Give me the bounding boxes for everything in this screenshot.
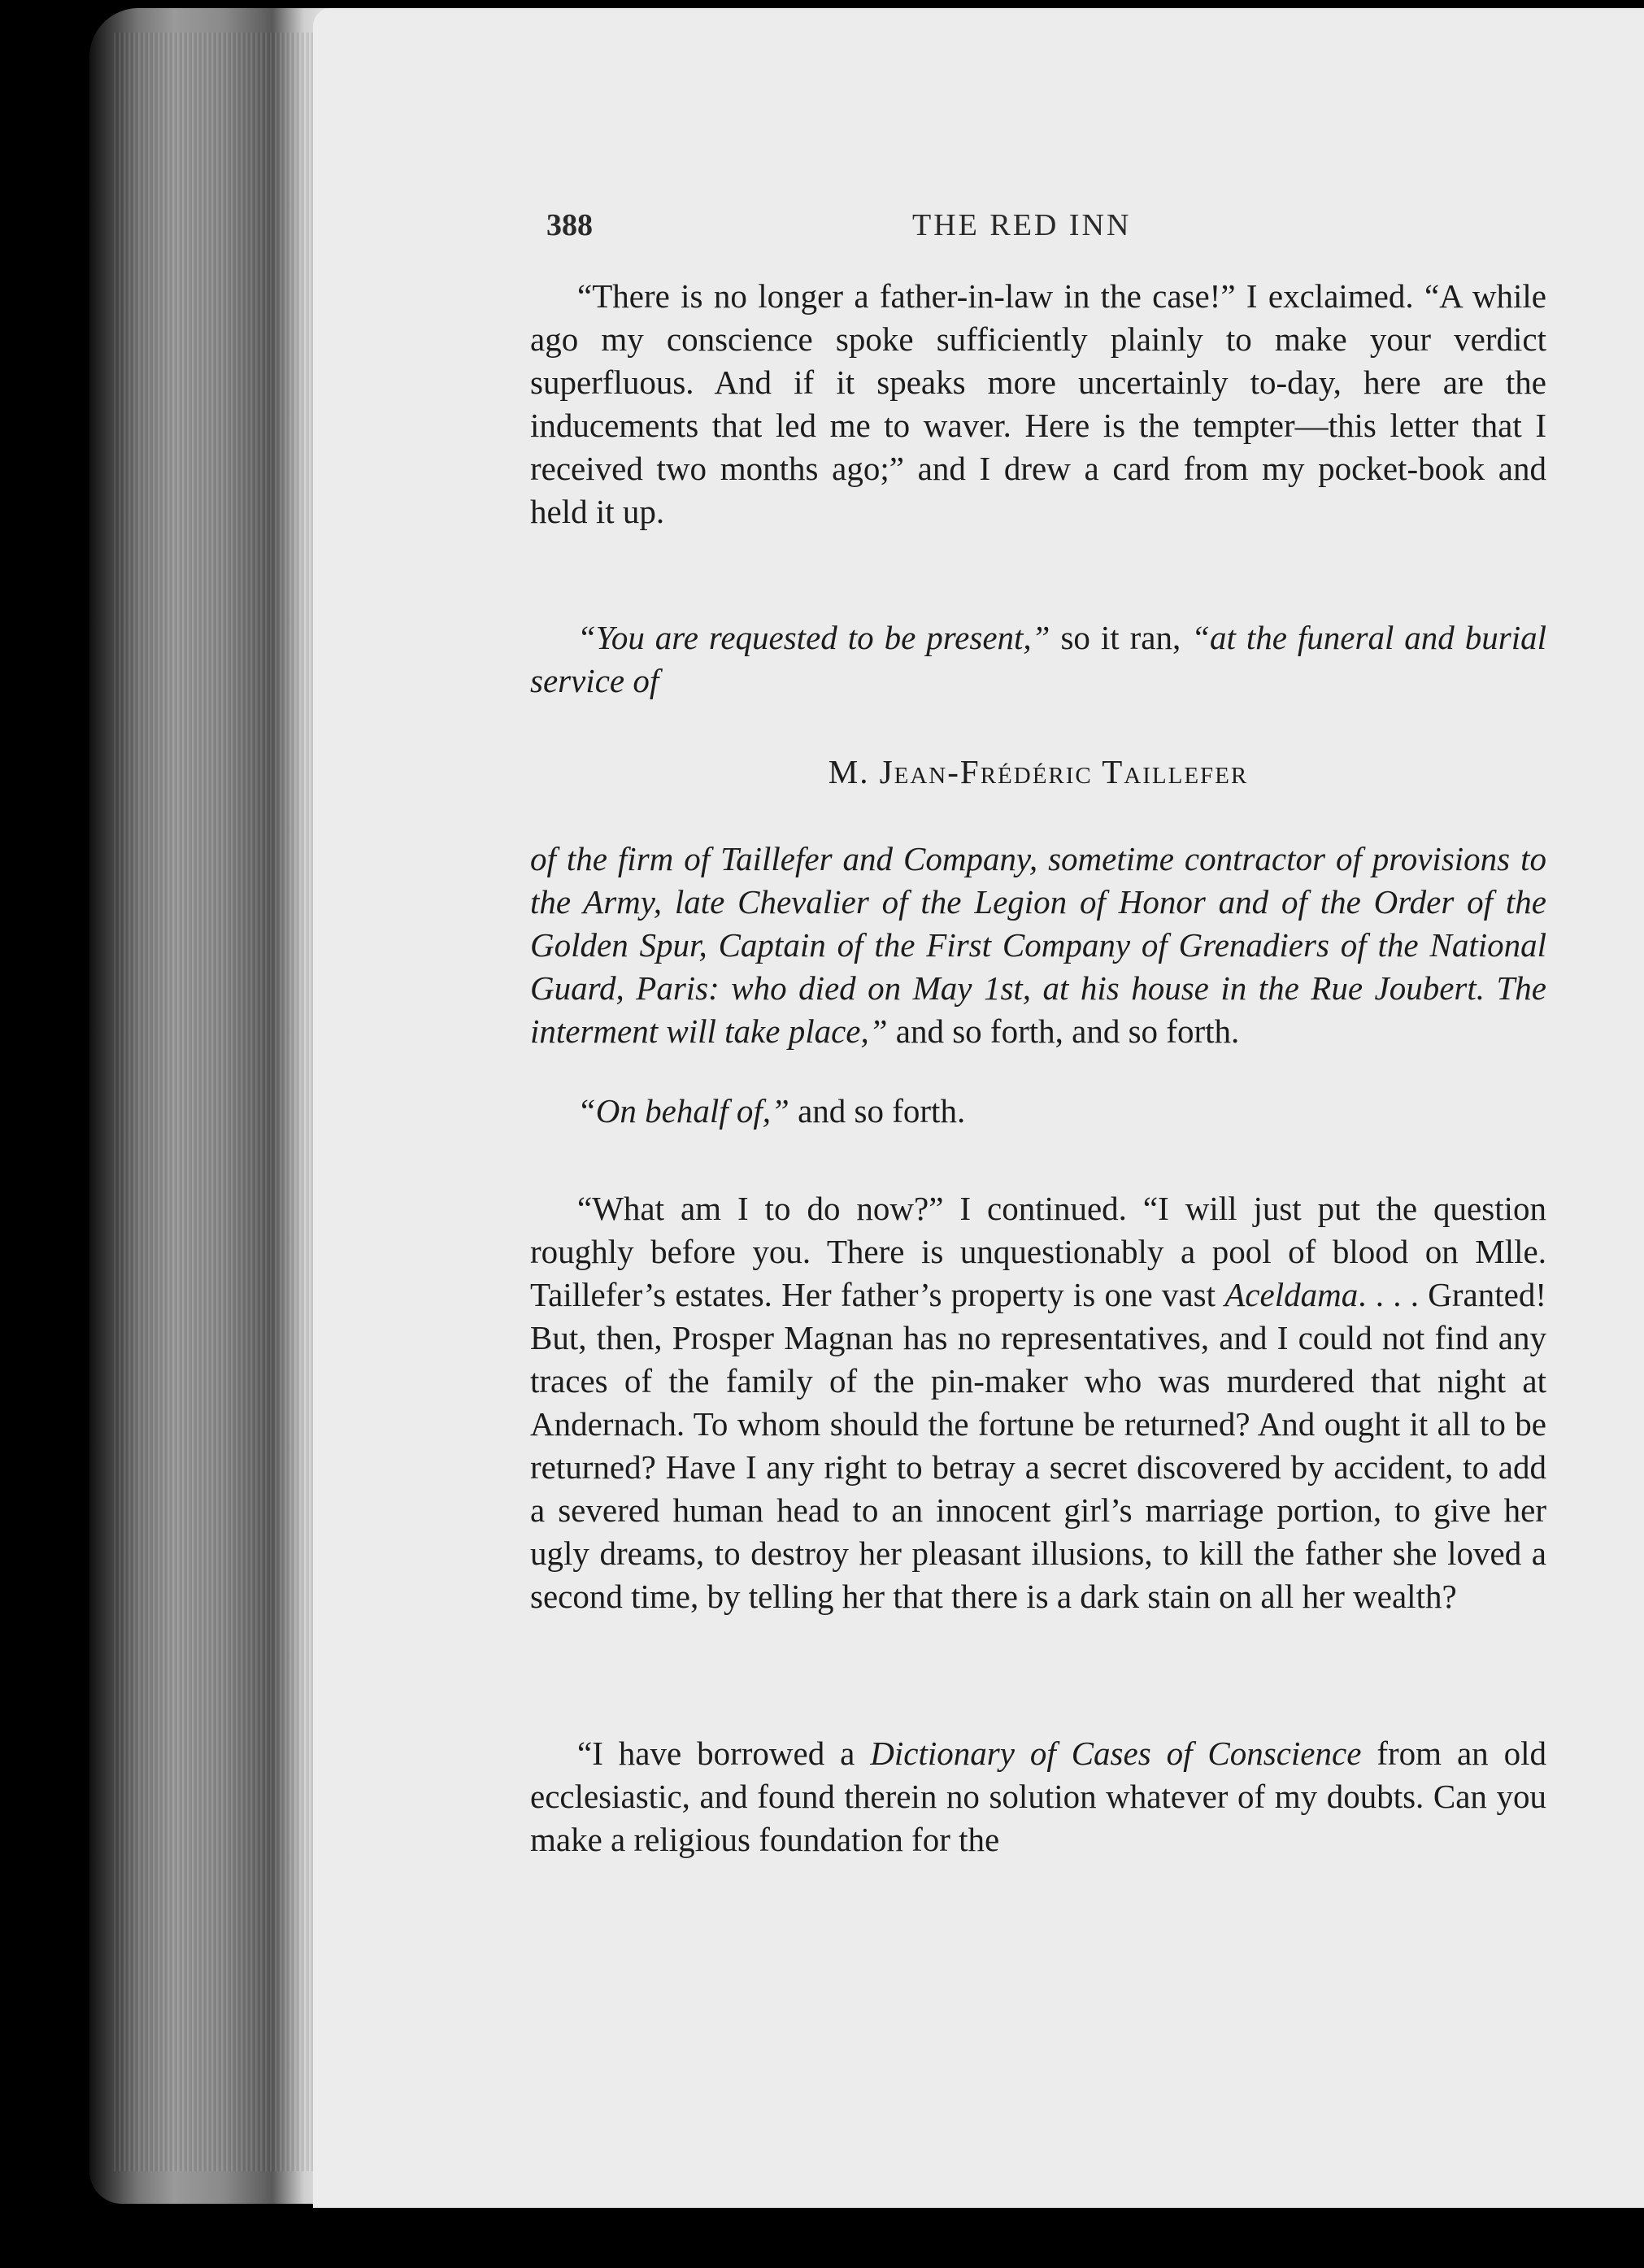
page-number: 388: [546, 208, 593, 242]
paragraph-2-rest: . . . . Granted! But, then, Prosper Magnan has no representatives, and I could not find any traces of the family of the pin-maker who was murdered that night at Andernach. To whom should the fortune be returned? And ought it all to be returned? Have I any right to betray a secret discovered by accident, to add a severed human head to an innocent girl’s marriage portion, to give her ugly dreams, to destroy her pleasant illusions, to kill the father she loved a second time, by telling her that there is a dark stain on all her wealth?: [530, 1276, 1546, 1615]
invitation-tail: and so forth, and so forth.: [887, 1012, 1240, 1050]
page-edge-texture: [114, 33, 317, 2171]
invitation-intro: [530, 616, 1546, 703]
paragraph-3-start: “I have borrowed a: [577, 1735, 871, 1772]
paragraph-3: [530, 1732, 1546, 1861]
paragraph-1: “There is no longer a father-in-law in the case!” I exclaimed. “A while ago my conscience spoke sufficiently plainly to make your verdict superfluous. And if it speaks more uncertainly to-day, here are the inducements that led me to waver. Here is the tempter—this letter that I received two months ago;” and I drew a card from my pocket-book and held it up.: [530, 277, 1546, 530]
deceased-name: M. Jean-Frédéric Taillefer: [828, 753, 1249, 790]
invitation-details: of the firm of Taillefer and Company, sometime contractor of provisions to the Army, late Chevalier of the Legion of Honor and of the Order of the Golden Spur, Captain of the First Company of Grenadiers of the National Guard, Paris: who died on May 1st, at his house in the Rue Joubert. The interment will take place,”: [530, 840, 1546, 1050]
invitation-so-it-ran: so it ran,: [1050, 619, 1192, 656]
on-behalf-tail: and so forth.: [789, 1092, 966, 1130]
invitation-continue: “at the funeral and burial service of: [530, 619, 1546, 699]
paragraph-3-rest: from an old ecclesiastic, and found therein no solution whatever of my doubts. Can you make a religious foundation for the: [530, 1735, 1546, 1858]
on-behalf-line: [530, 1090, 1546, 1133]
running-title: THE RED INN: [912, 208, 1132, 242]
on-behalf-italic: “On behalf of,”: [577, 1092, 789, 1130]
paragraph-2-start: “What am I to do now?” I continued. “I will just put the question roughly before you. There is unquestionably a pool of blood on Mlle. Taillefer’s estates. Her father’s property is one vast: [530, 1190, 1546, 1313]
dictionary-title: Dictionary of Cases of Conscience: [870, 1735, 1362, 1772]
page-header: [546, 207, 1603, 256]
paragraph-2: [530, 1187, 1546, 1618]
aceldama-word: Aceldama: [1224, 1276, 1359, 1313]
invitation-request: “You are requested to be present,”: [577, 619, 1050, 656]
invitation-body: [530, 838, 1546, 1053]
